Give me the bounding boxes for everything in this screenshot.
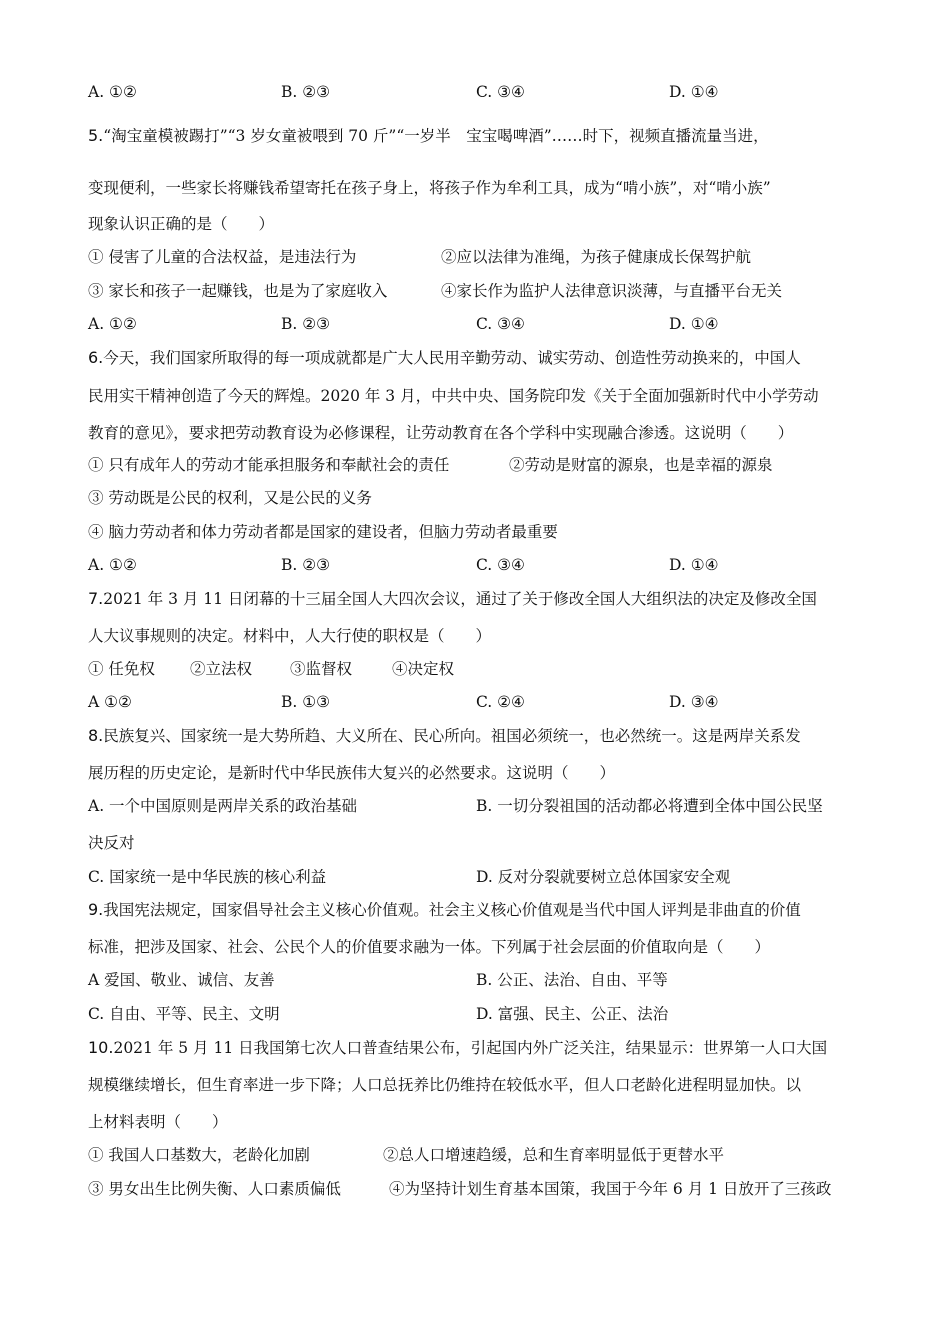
q9-stem-line-1: 9.我国宪法规定，国家倡导社会主义核心价值观。社会主义核心价值观是当代中国人评判是非曲直的价值 xyxy=(88,900,801,919)
q6-choice-c: C. ③④ xyxy=(476,556,525,574)
q5-stem-line-1: 5.“淘宝童模被踢打”“3 岁女童被喂到 70 斤”“一岁半 宝宝喝啤酒”……时下，视频直播流量当进， xyxy=(88,126,769,145)
q7-statement-3: ③监督权 xyxy=(290,660,353,678)
q6-stem-line-3: 教育的意见》，要求把劳动教育设为必修课程，让劳动教育在各个学科中实现融合渗透。这说明（ ） xyxy=(88,424,794,442)
q8-choice-c: C. 国家统一是中华民族的核心利益 xyxy=(88,868,327,886)
q8-choice-d: D. 反对分裂就要树立总体国家安全观 xyxy=(476,868,731,886)
q7-stem-line-1: 7.2021 年 3 月 11 日闭幕的十三届全国人大四次会议，通过了关于修改全国人大组织法的决定及修改全国 xyxy=(88,589,817,608)
q7-choice-b: B. ①③ xyxy=(281,693,331,711)
q5-number: 5. xyxy=(88,126,104,145)
q10-stem-line-2: 规模继续增长，但生育率进一步下降；人口总抚养比仍维持在较低水平，但人口老龄化进程明显加快。以 xyxy=(88,1076,802,1094)
q5-statement-4: ④家长作为监护人法律意识淡薄，与直播平台无关 xyxy=(441,282,783,300)
q6-choice-d: D. ①④ xyxy=(669,556,719,574)
q10-statement-3: ③ 男女出生比例失衡、人口素质偏低 xyxy=(88,1180,341,1198)
q6-stem-line-1: 6.今天，我们国家所取得的每一项成就都是广大人民用辛勤劳动、诚实劳动、创造性劳动换来的，中国人 xyxy=(88,348,801,367)
q6-statement-3: ③ 劳动既是公民的权利，又是公民的义务 xyxy=(88,489,372,507)
q10-stem-line-3: 上材料表明（ ） xyxy=(88,1113,228,1131)
q8-choice-a: A. 一个中国原则是两岸关系的政治基础 xyxy=(88,797,358,815)
q10-number: 10. xyxy=(88,1038,114,1057)
q5-choice-c: C. ③④ xyxy=(476,315,525,333)
q7-statement-4: ④决定权 xyxy=(392,660,455,678)
q10-statement-1: ① 我国人口基数大，老龄化加剧 xyxy=(88,1146,310,1164)
q7-choice-c: C. ②④ xyxy=(476,693,525,711)
q9-number: 9. xyxy=(88,900,104,919)
q6-statement-4: ④ 脑力劳动者和体力劳动者都是国家的建设者，但脑力劳动者最重要 xyxy=(88,523,558,541)
q7-choice-a: A ①② xyxy=(88,693,132,711)
q7-statement-1: ① 任免权 xyxy=(88,660,155,678)
q6-statement-1: ① 只有成年人的劳动才能承担服务和奉献社会的责任 xyxy=(88,456,450,474)
q9-choice-a: A 爱国、敬业、诚信、友善 xyxy=(88,971,275,989)
q6-choice-a: A. ①② xyxy=(88,556,137,574)
q6-statement-2: ②劳动是财富的源泉，也是幸福的源泉 xyxy=(509,456,773,474)
q4-choice-d: D. ①④ xyxy=(669,83,719,101)
q10-statement-4: ④为坚持计划生育基本国策，我国于今年 6 月 1 日放开了三孩政 xyxy=(389,1180,832,1198)
q9-choice-b: B. 公正、法治、自由、平等 xyxy=(476,971,668,989)
q6-choice-b: B. ②③ xyxy=(281,556,331,574)
q8-choice-b: B. 一切分裂祖国的活动都必将遭到全体中国公民坚 xyxy=(476,797,823,815)
q9-choice-c: C. 自由、平等、民主、文明 xyxy=(88,1005,280,1023)
q7-number: 7. xyxy=(88,589,104,608)
q7-statement-2: ②立法权 xyxy=(190,660,253,678)
q10-stem-line-1: 10.2021 年 5 月 11 日我国第七次人口普查结果公布，引起国内外广泛关注，结果显示：世界第一人口大国 xyxy=(88,1038,828,1057)
q8-number: 8. xyxy=(88,726,104,745)
q5-statement-2: ②应以法律为准绳，为孩子健康成长保驾护航 xyxy=(441,248,752,266)
q8-stem-line-2: 展历程的历史定论，是新时代中华民族伟大复兴的必然要求。这说明（ ） xyxy=(88,764,616,782)
q5-choice-d: D. ①④ xyxy=(669,315,719,333)
q9-stem-line-2: 标准，把涉及国家、社会、公民个人的价值要求融为一体。下列属于社会层面的价值取向是（ ） xyxy=(88,938,771,956)
q7-choice-d: D. ③④ xyxy=(669,693,719,711)
q5-statement-3: ③ 家长和孩子一起赚钱，也是为了家庭收入 xyxy=(88,282,388,300)
q5-choice-a: A. ①② xyxy=(88,315,137,333)
q8-stem-line-1: 8.民族复兴、国家统一是大势所趋、大义所在、民心所向。祖国必须统一，也必然统一。这是两岸关系发 xyxy=(88,726,801,745)
q8-choice-b-continued: 决反对 xyxy=(88,834,135,852)
q5-stem-line-2: 变现便利，一些家长将赚钱希望寄托在孩子身上，将孩子作为牟利工具，成为“啃小族”，对“啃小族” xyxy=(88,179,771,197)
q4-choice-c: C. ③④ xyxy=(476,83,525,101)
q10-statement-2: ②总人口增速趋缓，总和生育率明显低于更替水平 xyxy=(383,1146,725,1164)
q5-stem-line-3: 现象认识正确的是（ ） xyxy=(88,215,275,233)
q9-choice-d: D. 富强、民主、公正、法治 xyxy=(476,1005,669,1023)
q7-stem-line-2: 人大议事规则的决定。材料中，人大行使的职权是（ ） xyxy=(88,627,492,645)
q6-number: 6. xyxy=(88,348,104,367)
q5-choice-b: B. ②③ xyxy=(281,315,331,333)
q4-choice-a: A. ①② xyxy=(88,83,137,101)
q6-stem-line-2: 民用实干精神创造了今天的辉煌。2020 年 3 月，中共中央、国务院印发《关于全面加强新时代中小学劳动 xyxy=(88,387,819,405)
q4-choice-b: B. ②③ xyxy=(281,83,331,101)
q5-statement-1: ① 侵害了儿童的合法权益，是违法行为 xyxy=(88,248,357,266)
